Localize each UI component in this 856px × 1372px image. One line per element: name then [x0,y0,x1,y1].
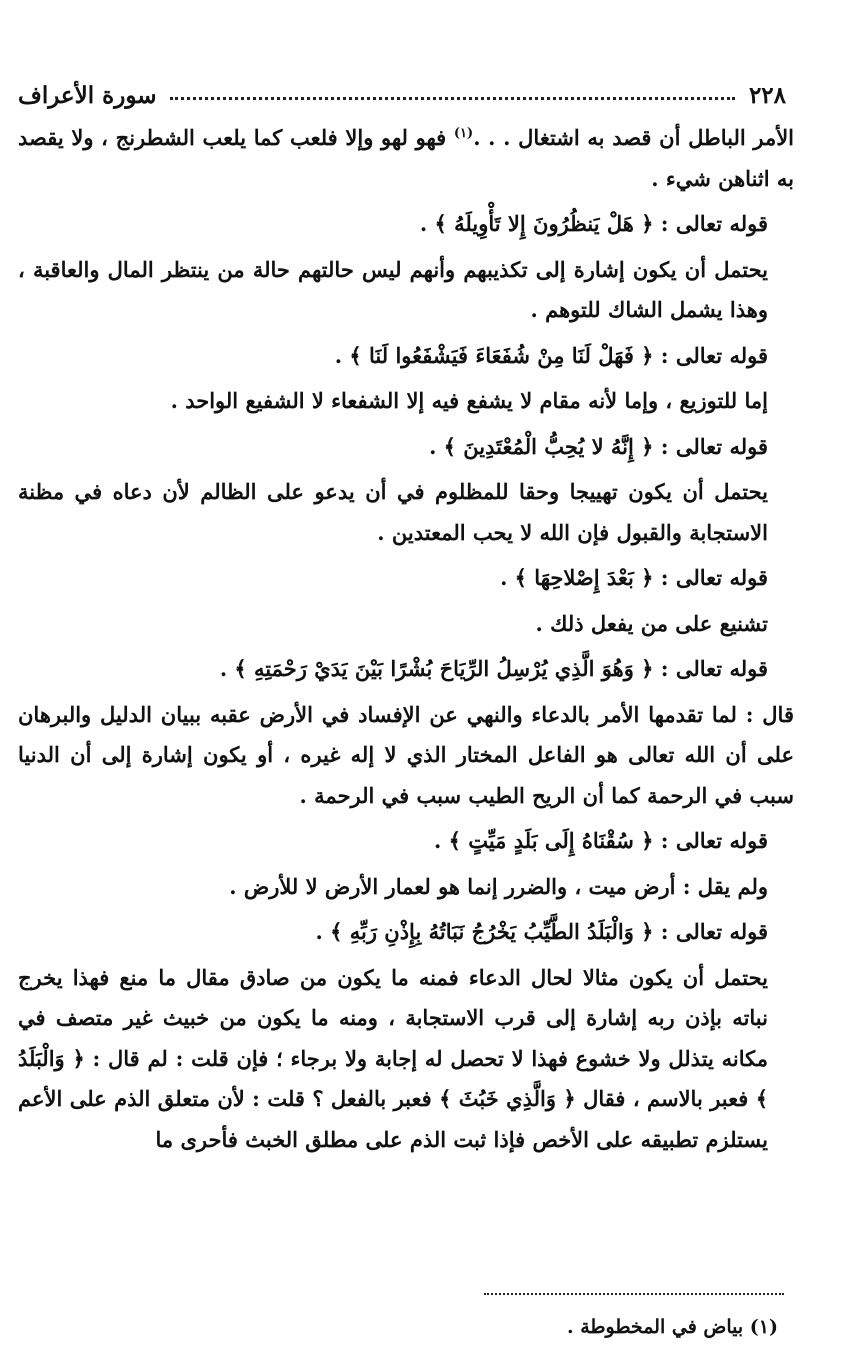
paragraph: يحتمل أن يكون إشارة إلى تكذيبهم وأنهم ليس حالتهم حالة من ينتظر المال والعاقبة ، وهذا يشمل الشاك للتوهم . [18,256,768,322]
verse-heading: قوله تعالى : ﴿ إِنَّهُ لا يُحِبُّ الْمُعْتَدِينَ ﴾ . [429,433,768,459]
paragraph [18,118,794,199]
paragraph: يحتمل أن يكون مثالا لحال الدعاء فمنه ما يكون من صادق مقال ما منع فهذا يخرج نباته بإذن ربه إشارة إلى قرب الاستجابة ، ومنه ما يكون من خبيث غير متصف في مكانه يتذلل ولا خشوع فهذا لا تحصل له إجابة ولا برجاء ؛ فإن قلت : لم قال : ﴿ وَالْبَلَدُ ﴾ فعبر بالاسم ، فقال ﴿ وَالَّذِي خَبُثَ ﴾ فعبر بالفعل ؟ قلت : لأن متعلق الذم على الأعم يستلزم تطبيقه على الأخص فإذا ثبت الذم على مطلق الخبث فأحرى ما [18,964,768,1152]
verse-heading: قوله تعالى : ﴿ بَعْدَ إِصْلاحِهَا ﴾ . [500,565,768,590]
verse-heading: قوله تعالى : ﴿ وَهُوَ الَّذِي يُرْسِلُ الرِّيَاحَ بُشْرًا بَيْنَ يَدَيْ رَحْمَتِهِ ﴾ . [219,656,768,681]
verse-heading: قوله تعالى : ﴿ سُقْنَاهُ إِلَى بَلَدٍ مَيِّتٍ ﴾ . [433,828,768,853]
page-header [18,78,786,112]
footnote-marker: (١) [453,126,474,141]
paragraph: إما للتوزيع ، وإما لأنه مقام لا يشفع فيه إلا الشفعاء لا الشفيع الواحد . [170,388,768,413]
footnote-separator [484,1293,784,1295]
main-text [18,118,794,1165]
footnote: (١) بياض في المخطوطة . [566,1316,778,1338]
paragraph: قال : لما تقدمها الأمر بالدعاء والنهي عن الإفساد في الأرض عقبه ببيان الدليل والبرهان على أن الله تعالى هو الفاعل المختار الذي لا إله غيره ، أو يكون إشارة إلى أن الدنيا سبب في الرحمة كما أن الريح الطيب سبب في الرحمة . [18,701,794,808]
paragraph-text: الأمر الباطل أن قصد به اشتغال . . . [473,125,794,150]
verse-heading: قوله تعالى : ﴿ وَالْبَلَدُ الطَّيِّبُ يَخْرُجُ نَبَاتُهُ بِإِذْنِ رَبِّهِ ﴾ . [315,919,768,944]
paragraph-text: فهو لهو وإلا فلعب كما يلعب الشطرنج ، ولا يقصد به اثناهن شيء . [18,125,794,191]
verse-heading: قوله تعالى : ﴿ فَهَلْ لَنَا مِنْ شُفَعَاءَ فَيَشْفَعُوا لَنَا ﴾ . [334,342,768,368]
paragraph: يحتمل أن يكون تهييجا وحقا للمظلوم في أن يدعو على الظالم لأن دعاه في مظنة الاستجابة والقبول فإن الله لا يحب المعتدين . [18,479,768,545]
surah-title: سورة الأعراف [18,81,157,109]
paragraph: ولم يقل : أرض ميت ، والضرر إنما هو لعمار الأرض لا للأرض . [229,873,768,899]
header-dotted-leader [170,97,734,100]
page-number: ٢٢٨ [748,81,786,109]
verse-heading: قوله تعالى : ﴿ هَلْ يَنظُرُونَ إِلا تَأْوِيلَهُ ﴾ . [419,211,768,236]
paragraph: تشنيع على من يفعل ذلك . [535,610,768,636]
